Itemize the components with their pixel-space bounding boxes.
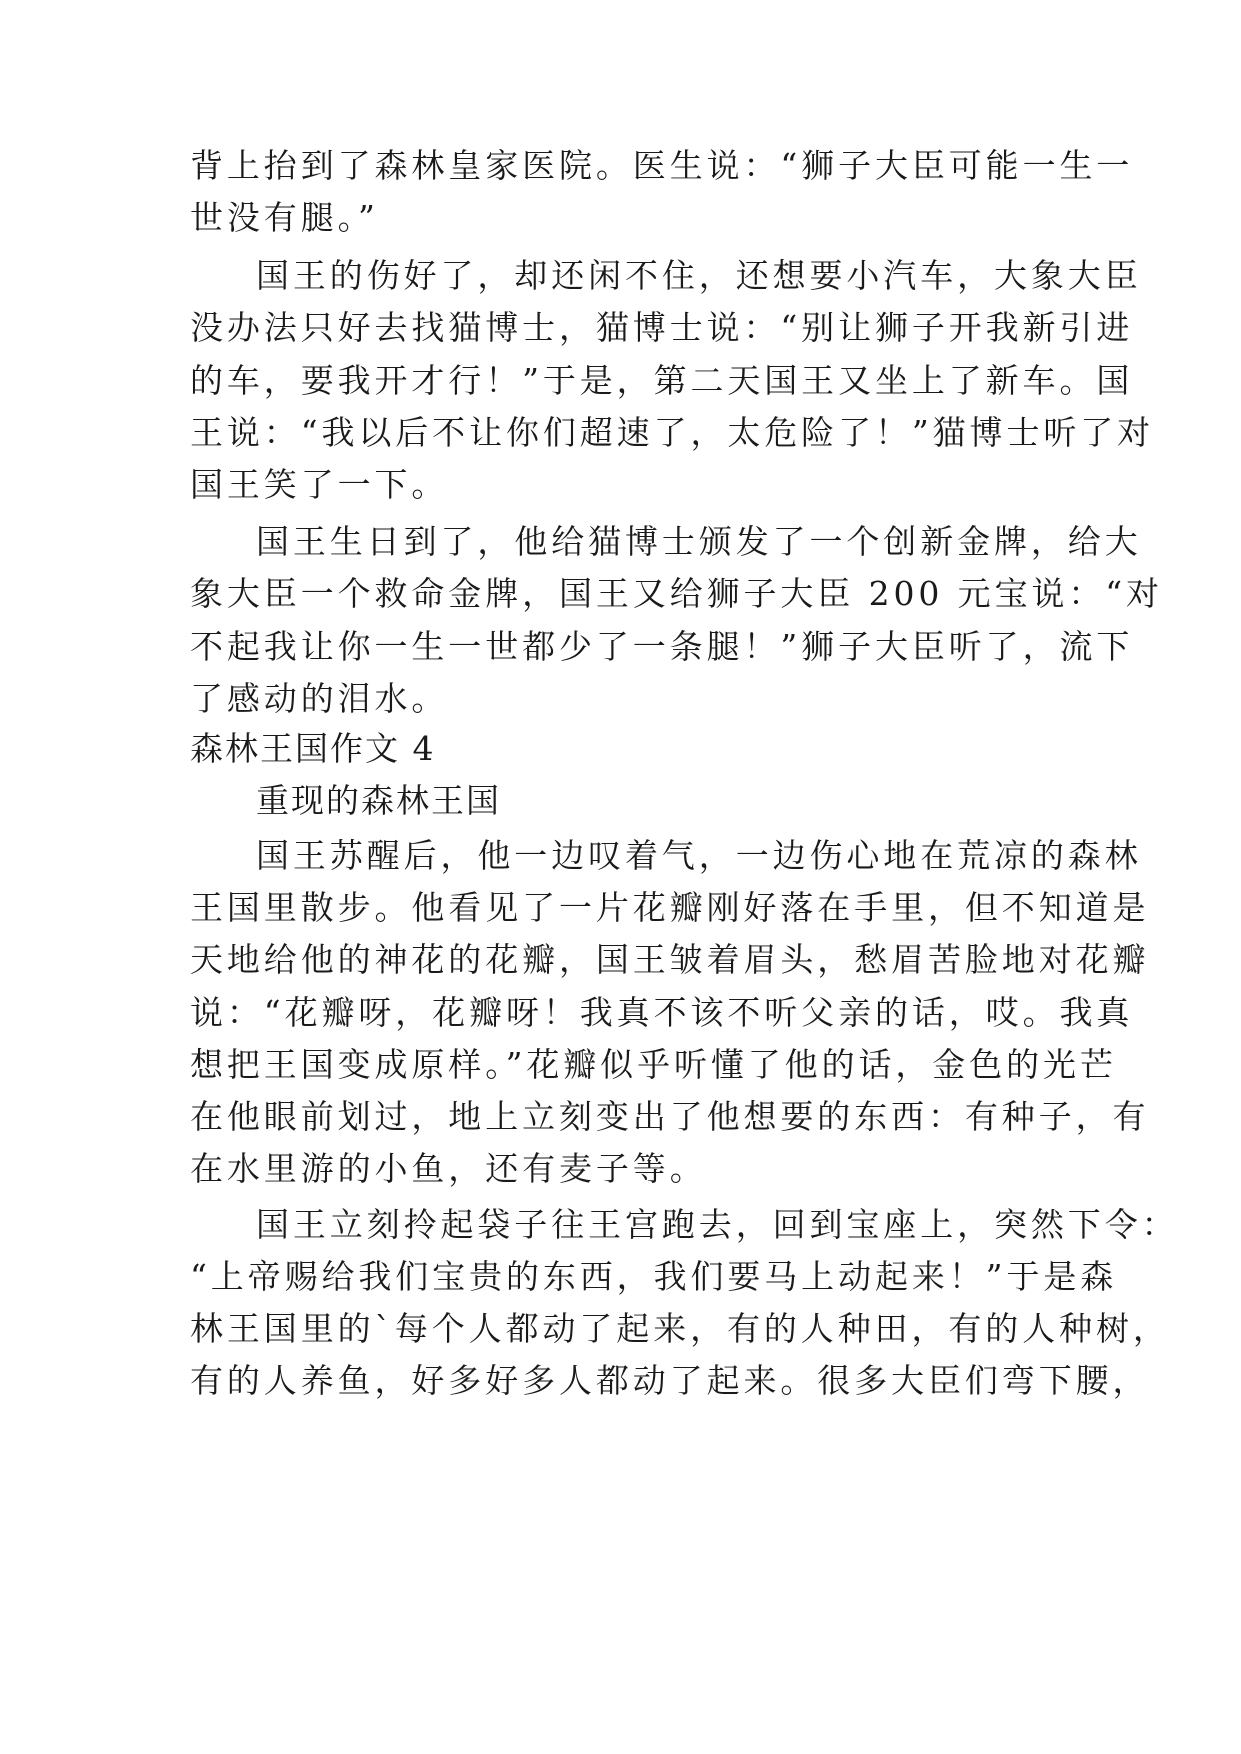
text-line: 在水里游的小鱼，还有麦子等。 — [190, 1149, 707, 1188]
text-line: 想把王国变成原样。”花瓣似乎听懂了他的话，金色的光芒 — [190, 1045, 1117, 1084]
text-line: 在他眼前划过，地上立刻变出了他想要的东西：有种子，有 — [190, 1097, 1150, 1136]
text-line: 国王苏醒后，他一边叹着气，一边伤心地在荒凉的森林 — [256, 836, 1142, 875]
text-line: 林王国里的`每个人都动了起来，有的人种田，有的人种树， — [190, 1309, 1170, 1348]
text-line: “上帝赐给我们宝贵的东西，我们要马上动起来！”于是森 — [190, 1257, 1118, 1296]
text-line: 国王笑了一下。 — [190, 465, 449, 504]
text-line: 背上抬到了森林皇家医院。医生说：“狮子大臣可能一生一 — [190, 146, 1134, 185]
text-line: 国王的伤好了，却还闲不住，还想要小汽车，大象大臣 — [256, 256, 1142, 295]
text-line: 国王立刻拎起袋子往王宫跑去，回到宝座上，突然下令： — [256, 1205, 1179, 1244]
section-heading: 森林王国作文 4 — [190, 729, 436, 768]
text-line: 王国里散步。他看见了一片花瓣刚好落在手里，但不知道是 — [190, 888, 1150, 927]
text-line: 国王生日到了，他给猫博士颁发了一个创新金牌，给大 — [256, 522, 1142, 561]
text-line: 没办法只好去找猫博士，猫博士说：“别让狮子开我新引进 — [190, 308, 1134, 347]
text-line: 有的人养鱼，好多好多人都动了起来。很多大臣们弯下腰， — [190, 1361, 1150, 1400]
text-line: 王说：“我以后不让你们超速了，太危险了！”猫博士听了对 — [190, 413, 1155, 452]
text-line: 天地给他的神花的花瓣，国王皱着眉头，愁眉苦脸地对花瓣 — [190, 940, 1150, 979]
text-line: 象大臣一个救命金牌，国王又给狮子大臣 200 元宝说：“对 — [190, 574, 1163, 613]
article-title: 重现的森林王国 — [256, 781, 501, 820]
text-line: 不起我让你一生一世都少了一条腿！”狮子大臣听了，流下 — [190, 627, 1134, 666]
text-line: 的车，要我开才行！”于是，第二天国王又坐上了新车。国 — [190, 361, 1134, 400]
text-line: 说：“花瓣呀，花瓣呀！我真不该不听父亲的话，哎。我真 — [190, 993, 1134, 1032]
text-line: 世没有腿。” — [190, 198, 379, 237]
text-line: 了感动的泪水。 — [190, 679, 449, 718]
